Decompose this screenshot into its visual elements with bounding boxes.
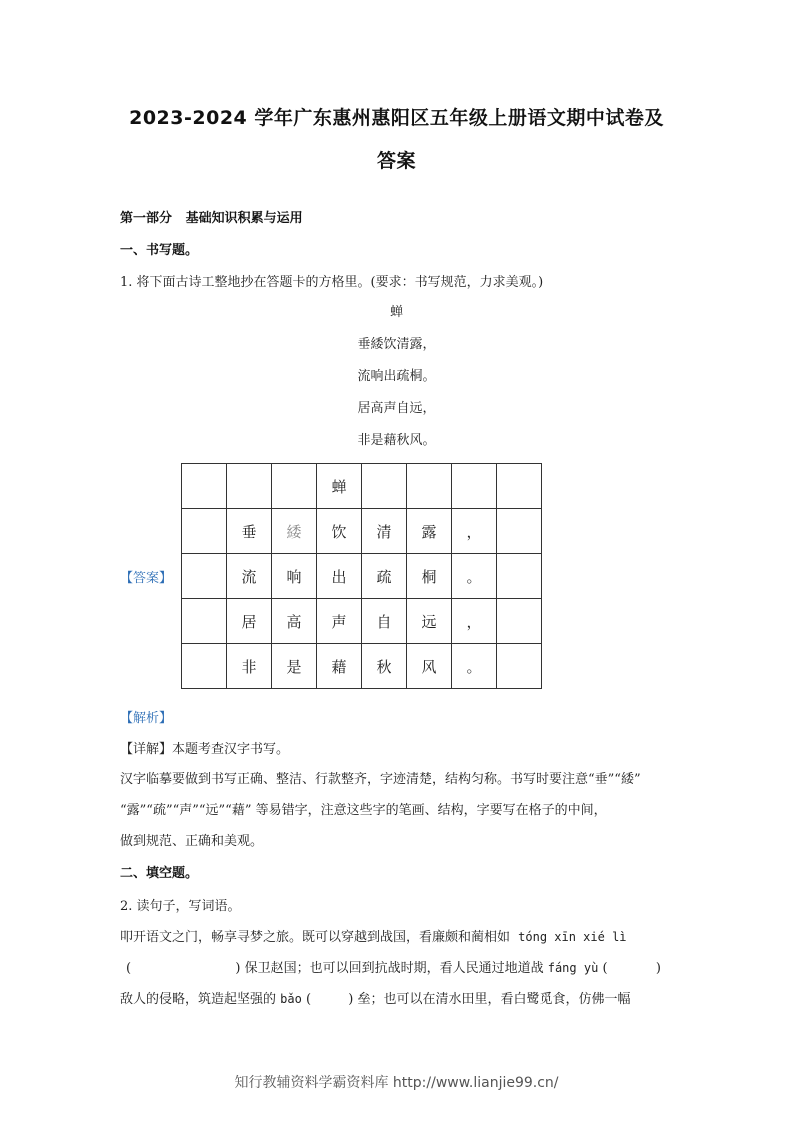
grid-cell (362, 464, 407, 509)
grid-cell (497, 464, 542, 509)
pinyin-prompt: tóng xīn xié lì (518, 930, 627, 944)
sentence-text: 敌人的侵略，筑造起坚强的 (120, 992, 277, 1007)
grid-cell (497, 554, 542, 599)
grid-cell: 声 (317, 599, 362, 644)
poem-line: 垂緌饮清露， (357, 337, 436, 352)
section-heading-writing: 一、书写题。 (120, 243, 199, 258)
question-2-prompt: 2. 读句子，写词语。 (120, 899, 241, 914)
grid-cell (182, 464, 227, 509)
grid-cell: 响 (272, 554, 317, 599)
footer-watermark: 知行教辅资料学霸资料库 http://www.lianjie99.cn/ (234, 1075, 559, 1091)
question-2-line-1 (120, 926, 627, 945)
grid-row (182, 509, 542, 554)
sentence-text: 保卫赵国；也可以回到抗战时期，看人民通过地道战 (244, 961, 544, 976)
grid-cell: 是 (272, 644, 317, 689)
grid-cell: 自 (362, 599, 407, 644)
answer-blank-close: ) (655, 961, 661, 976)
grid-cell: 垂 (227, 509, 272, 554)
grid-cell (497, 644, 542, 689)
grid-cell (497, 599, 542, 644)
question-2-line-2 (120, 957, 661, 976)
section-heading-fill-in: 二、填空题。 (120, 866, 199, 881)
grid-row (182, 464, 542, 509)
grid-row (182, 644, 542, 689)
answer-blank-open: ( (602, 961, 608, 976)
grid-cell: 远 (407, 599, 452, 644)
grid-cell: 緌 (272, 509, 317, 554)
grid-cell: 流 (227, 554, 272, 599)
document-title-line-1: 2023-2024 学年广东惠州惠阳区五年级上册语文期中试卷及 (129, 107, 664, 129)
answer-blank-open: ( (126, 961, 132, 976)
detail-paragraph-line: 汉字临摹要做到书写正确、整洁、行款整齐，字迹清楚，结构匀称。书写时要注意“垂”“緌” (120, 772, 641, 787)
poem-title: 蝉 (389, 305, 403, 320)
grid-cell: 高 (272, 599, 317, 644)
grid-cell: 风 (407, 644, 452, 689)
answer-blank[interactable]: ( ) (305, 992, 354, 1007)
grid-cell (182, 599, 227, 644)
grid-cell: 蝉 (317, 464, 362, 509)
pinyin-prompt: fáng yù (547, 961, 599, 975)
grid-cell (407, 464, 452, 509)
grid-cell: 疏 (362, 554, 407, 599)
grid-cell: 露 (407, 509, 452, 554)
grid-cell (452, 464, 497, 509)
detail-heading: 【详解】本题考查汉字书写。 (120, 742, 290, 757)
grid-row (182, 554, 542, 599)
grid-cell: 桐 (407, 554, 452, 599)
grid-cell (227, 464, 272, 509)
grid-cell: 居 (227, 599, 272, 644)
sentence-text: 叩开语文之门，畅享寻梦之旅。既可以穿越到战国，看廉颇和蔺相如 (120, 930, 511, 945)
detail-paragraph-line: 做到规范、正确和美观。 (120, 834, 264, 849)
grid-cell: 秋 (362, 644, 407, 689)
grid-cell (182, 644, 227, 689)
question-2-line-3 (120, 988, 630, 1007)
grid-cell: 出 (317, 554, 362, 599)
grid-row (182, 599, 542, 644)
answer-label: 【答案】 (120, 571, 173, 586)
part-heading: 第一部分 基础知识积累与运用 (120, 211, 303, 226)
pinyin-prompt: bǎo (280, 992, 302, 1006)
grid-cell: 。 (452, 554, 497, 599)
poem-line: 非是藉秋风。 (357, 433, 436, 448)
grid-cell: 非 (227, 644, 272, 689)
grid-cell: 。 (452, 644, 497, 689)
grid-cell: 饮 (317, 509, 362, 554)
poem-line: 居高声自远， (357, 401, 436, 416)
answer-grid (181, 463, 542, 689)
analysis-label: 【解析】 (120, 711, 173, 726)
grid-cell (497, 509, 542, 554)
answer-blank-close: ) (235, 961, 241, 976)
detail-paragraph-line: “露”“疏”“声”“远”“藉” 等易错字，注意这些字的笔画、结构，字要写在格子的中间， (120, 803, 607, 818)
document-title-line-2: 答案 (376, 150, 416, 172)
sentence-text: 垒；也可以在清水田里，看白鹭觅食，仿佛一幅 (357, 992, 631, 1007)
poem-line: 流响出疏桐。 (357, 369, 436, 384)
grid-cell (182, 554, 227, 599)
grid-cell: ， (452, 509, 497, 554)
question-1-prompt: 1. 将下面古诗工整地抄在答题卡的方格里。(要求：书写规范，力求美观。) (120, 275, 544, 290)
grid-cell: 清 (362, 509, 407, 554)
grid-cell (182, 509, 227, 554)
grid-cell: ， (452, 599, 497, 644)
grid-cell: 藉 (317, 644, 362, 689)
grid-cell (272, 464, 317, 509)
